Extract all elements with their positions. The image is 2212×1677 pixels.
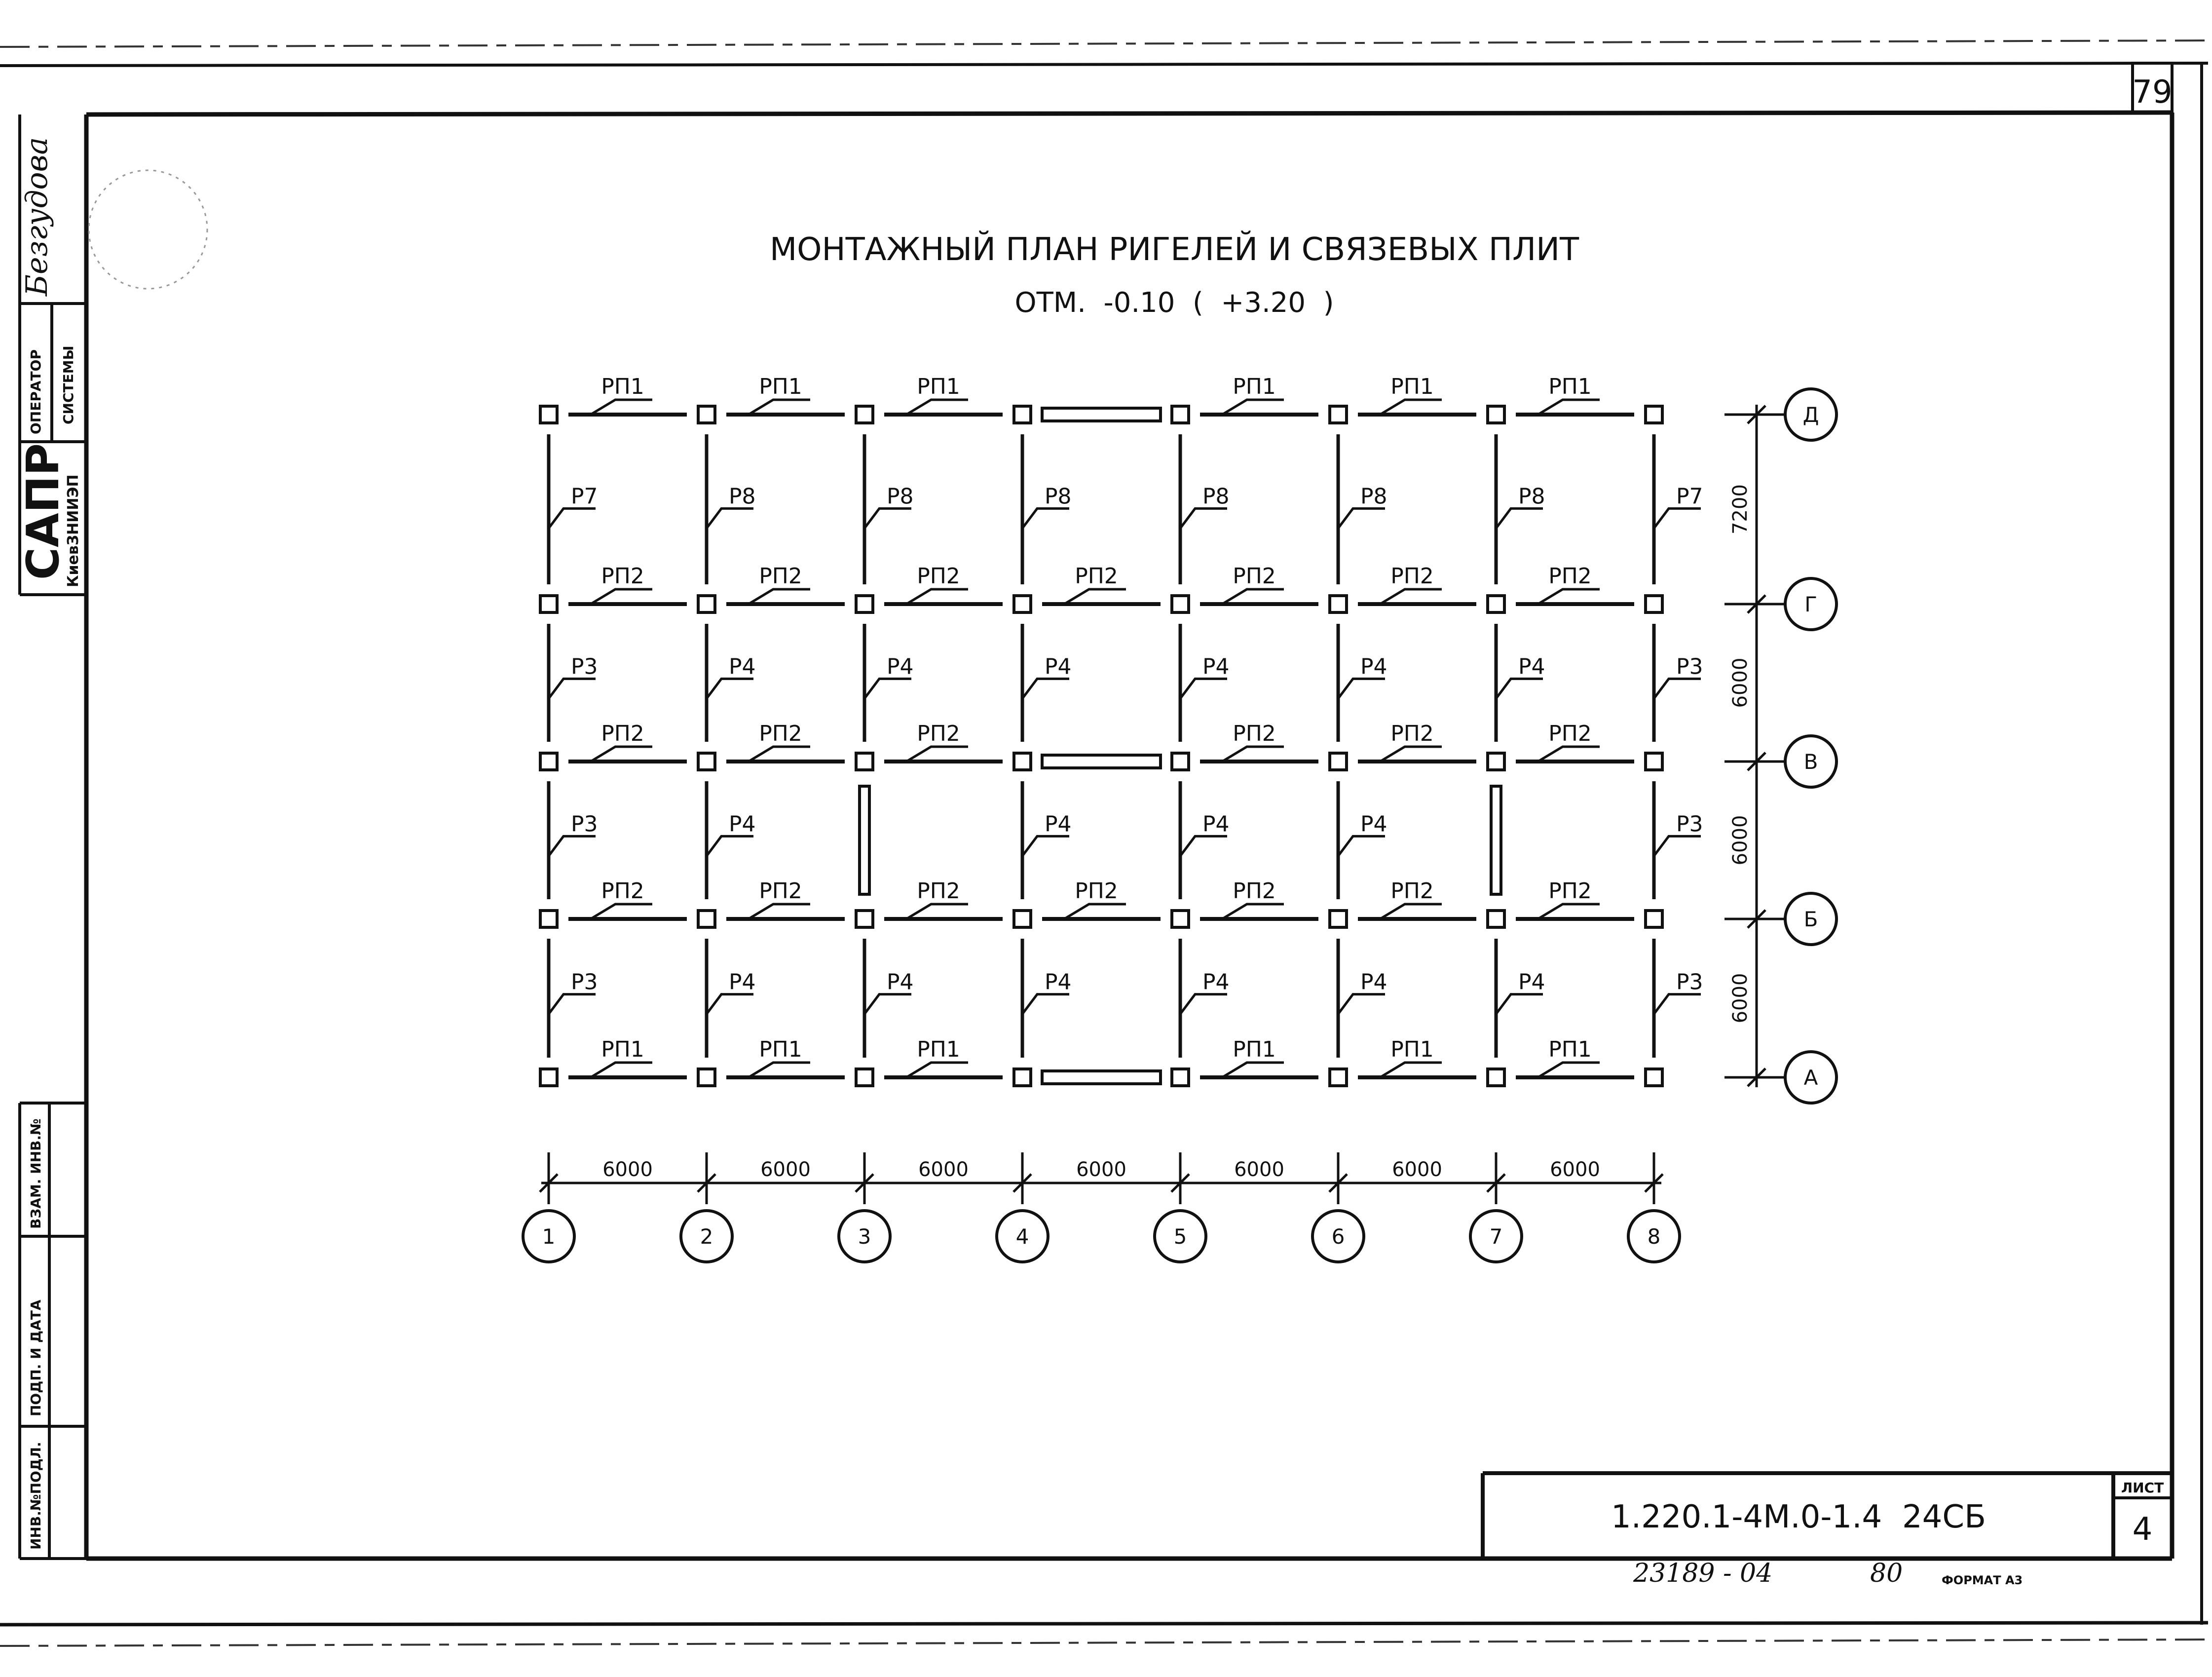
beam-label: РП1: [1233, 1037, 1276, 1062]
beam-label: РП2: [1548, 721, 1592, 746]
beam-label: РП1: [1233, 374, 1276, 399]
beam-label: РП2: [759, 721, 802, 746]
beam-label: РП2: [1390, 878, 1434, 904]
beam-leader: [1654, 508, 1701, 528]
column-square: [1330, 911, 1347, 927]
beam-label: Р3: [571, 654, 598, 680]
beam-label: Р4: [1360, 654, 1387, 680]
beam-label: Р4: [1202, 654, 1230, 680]
axis-label: В: [1803, 750, 1818, 774]
beam-label: Р8: [1518, 484, 1545, 509]
beam-label: Р3: [1676, 969, 1703, 995]
beam-leader: [549, 508, 596, 528]
beam-label: Р3: [571, 811, 598, 837]
beam-label: РП1: [601, 374, 644, 399]
column-square: [856, 406, 873, 423]
podp-data-label: ПОДП. И ДАТА: [28, 1299, 44, 1416]
axis-label: 4: [1015, 1224, 1029, 1249]
beam-leader: [1496, 679, 1543, 698]
format-label: ФОРМАТ А3: [1942, 1573, 2023, 1587]
beam-leader: [1338, 508, 1385, 528]
column-square: [856, 753, 873, 770]
beam-label: РП1: [1390, 1037, 1434, 1062]
operator-label: ОПЕРАТОР: [28, 349, 44, 434]
empty-bay-slab: [860, 786, 869, 894]
column-square: [540, 753, 557, 770]
handwritten-sheet-count: 80: [1870, 1559, 1903, 1588]
beam-leader: [591, 904, 652, 919]
beam-label: Р4: [1202, 811, 1230, 837]
stamp-circle-mark: [89, 170, 207, 289]
beam-label: Р4: [1045, 969, 1072, 995]
beam-leader: [1022, 836, 1069, 856]
beam-leader: [864, 508, 911, 528]
handwritten-archive-number: 23189 - 04: [1633, 1559, 1773, 1588]
axis-label: 6: [1331, 1224, 1345, 1249]
column-square: [1330, 406, 1347, 423]
axis-label: 3: [858, 1224, 871, 1249]
column-square: [1646, 911, 1662, 927]
beam-leader: [1180, 508, 1227, 528]
dimension-value: 6000: [918, 1158, 969, 1181]
column-square: [1014, 596, 1031, 612]
beam-leader: [749, 589, 810, 604]
beam-label: Р4: [1045, 811, 1072, 837]
column-square: [540, 911, 557, 927]
beam-leader: [1222, 904, 1284, 919]
sheet-number-top: 79: [2132, 74, 2173, 111]
axis-label: 2: [700, 1224, 713, 1249]
column-square: [1014, 406, 1031, 423]
empty-bay-slab: [1042, 755, 1161, 768]
plan-elevation: ОТМ. -0.10 ( +3.20 ): [1014, 287, 1334, 319]
beam-leader: [749, 1063, 810, 1077]
beam-label: РП1: [917, 374, 960, 399]
sapr-label: САПР: [17, 443, 69, 580]
axis-label: Д: [1802, 403, 1819, 427]
column-square: [1646, 1069, 1662, 1086]
empty-bay-slab: [1042, 408, 1161, 421]
axis-label: 8: [1647, 1224, 1661, 1249]
beam-label: Р4: [1202, 969, 1230, 995]
beam-label: Р8: [1360, 484, 1387, 509]
beam-label: РП2: [601, 878, 644, 904]
dimension-value: 6000: [1234, 1158, 1284, 1181]
beam-leader: [1380, 1063, 1442, 1077]
beam-label: Р4: [1360, 969, 1387, 995]
beam-label: РП1: [1390, 374, 1434, 399]
column-square: [1330, 596, 1347, 612]
column-square: [1014, 911, 1031, 927]
axis-label: 1: [542, 1224, 556, 1249]
beam-leader: [707, 836, 753, 856]
beam-leader: [864, 679, 911, 698]
column-square: [540, 406, 557, 423]
inv-podl-label: ИНВ.№ПОДЛ.: [28, 1442, 44, 1550]
column-square: [1646, 753, 1662, 770]
beam-label: Р3: [1676, 654, 1703, 680]
dimension-value: 6000: [1729, 815, 1752, 866]
column-square: [1014, 753, 1031, 770]
beam-label: Р4: [1360, 811, 1387, 837]
beam-leader: [1538, 904, 1600, 919]
column-square: [1646, 406, 1662, 423]
beam-leader: [906, 589, 968, 604]
column-square: [1172, 406, 1189, 423]
beam-leader: [864, 994, 911, 1014]
beam-label: Р4: [729, 654, 756, 680]
beam-leader: [1538, 1063, 1600, 1077]
dimension-value: 6000: [1076, 1158, 1126, 1181]
beam-label: РП1: [601, 1037, 644, 1062]
beam-label: РП2: [917, 878, 960, 904]
beam-leader: [549, 836, 596, 856]
beam-label: РП2: [917, 564, 960, 589]
column-square: [698, 596, 715, 612]
beam-label: РП2: [1233, 878, 1276, 904]
column-square: [856, 911, 873, 927]
plan-title: МОНТАЖНЫЙ ПЛАН РИГЕЛЕЙ И СВЯЗЕВЫХ ПЛИТ: [769, 231, 1579, 268]
beam-leader: [1338, 994, 1385, 1014]
beam-label: РП2: [759, 878, 802, 904]
beam-leader: [1380, 747, 1442, 762]
beam-leader: [1222, 1063, 1284, 1077]
beam-leader: [1654, 679, 1701, 698]
structural-plan: [523, 374, 1837, 1262]
beam-label: РП1: [759, 1037, 802, 1062]
beam-label: РП2: [1233, 721, 1276, 746]
beam-leader: [591, 400, 652, 415]
beam-label: РП2: [917, 721, 960, 746]
beam-label: РП1: [1548, 1037, 1592, 1062]
beam-leader: [1538, 589, 1600, 604]
beam-label: РП1: [759, 374, 802, 399]
beam-leader: [1022, 994, 1069, 1014]
beam-label: Р8: [1202, 484, 1230, 509]
beam-leader: [707, 994, 753, 1014]
beam-leader: [1338, 836, 1385, 856]
beam-leader: [906, 1063, 968, 1077]
vzam-inv-label: ВЗАМ. ИНВ.№: [28, 1118, 44, 1229]
beam-label: Р8: [1045, 484, 1072, 509]
signature-name: Безгудова: [20, 137, 54, 296]
column-square: [1488, 1069, 1504, 1086]
beam-label: РП2: [759, 564, 802, 589]
column-square: [1172, 911, 1189, 927]
beam-leader: [549, 679, 596, 698]
beam-label: Р7: [571, 484, 598, 509]
column-square: [1172, 753, 1189, 770]
beam-label: РП1: [917, 1037, 960, 1062]
beam-leader: [707, 679, 753, 698]
beam-leader: [1654, 836, 1701, 856]
beam-leader: [1064, 904, 1126, 919]
beam-label: Р4: [1518, 654, 1545, 680]
org-label: КиевЗНИИЭП: [65, 474, 82, 587]
empty-bay-slab: [1491, 786, 1501, 894]
column-square: [698, 753, 715, 770]
system-label: СИСТЕМЫ: [60, 345, 76, 424]
beam-label: Р4: [729, 969, 756, 995]
dimension-value: 6000: [1729, 657, 1752, 708]
beam-label: РП2: [601, 721, 644, 746]
beam-label: Р4: [887, 969, 914, 995]
axis-label: 7: [1489, 1224, 1503, 1249]
dimension-value: 6000: [760, 1158, 811, 1181]
column-square: [1488, 753, 1504, 770]
beam-label: Р3: [571, 969, 598, 995]
beam-leader: [1022, 679, 1069, 698]
column-square: [1646, 596, 1662, 612]
beam-label: Р4: [729, 811, 756, 837]
column-square: [1330, 753, 1347, 770]
beam-leader: [1022, 508, 1069, 528]
beam-leader: [1380, 400, 1442, 415]
beam-leader: [1222, 747, 1284, 762]
column-square: [1488, 596, 1504, 612]
beam-leader: [1180, 679, 1227, 698]
beam-label: РП2: [1075, 878, 1118, 904]
sheet-label: ЛИСТ: [2121, 1480, 2164, 1496]
beam-leader: [1654, 994, 1701, 1014]
column-square: [1014, 1069, 1031, 1086]
beam-label: Р3: [1676, 811, 1703, 837]
beam-leader: [1338, 679, 1385, 698]
beam-leader: [1380, 904, 1442, 919]
axis-label: 5: [1173, 1224, 1187, 1249]
axis-label: Б: [1803, 907, 1818, 931]
beam-leader: [906, 747, 968, 762]
sheet-number: 4: [2132, 1511, 2153, 1548]
dimension-value: 6000: [1729, 973, 1752, 1024]
column-square: [1172, 596, 1189, 612]
beam-leader: [749, 400, 810, 415]
dimension-value: 7200: [1729, 484, 1752, 534]
column-square: [856, 1069, 873, 1086]
beam-leader: [1496, 994, 1543, 1014]
beam-leader: [549, 994, 596, 1014]
dimension-value: 6000: [602, 1158, 653, 1181]
beam-label: РП2: [1075, 564, 1118, 589]
column-square: [698, 406, 715, 423]
column-square: [698, 911, 715, 927]
beam-leader: [707, 508, 753, 528]
beam-label: РП2: [1390, 564, 1434, 589]
beam-leader: [749, 747, 810, 762]
column-square: [1172, 1069, 1189, 1086]
sheet-number-top-box: [2132, 63, 2172, 113]
dimension-value: 6000: [1392, 1158, 1442, 1181]
beam-leader: [1538, 747, 1600, 762]
beam-leader: [591, 747, 652, 762]
column-square: [856, 596, 873, 612]
beam-label: Р4: [887, 654, 914, 680]
beam-leader: [1180, 994, 1227, 1014]
column-square: [1488, 911, 1504, 927]
beam-label: РП2: [601, 564, 644, 589]
column-square: [698, 1069, 715, 1086]
beam-label: Р8: [729, 484, 756, 509]
beam-leader: [906, 904, 968, 919]
beam-leader: [906, 400, 968, 415]
beam-leader: [1180, 836, 1227, 856]
beam-leader: [591, 589, 652, 604]
beam-label: Р8: [887, 484, 914, 509]
beam-label: РП2: [1548, 878, 1592, 904]
dimension-value: 6000: [1550, 1158, 1600, 1181]
beam-leader: [1222, 589, 1284, 604]
beam-label: Р7: [1676, 484, 1703, 509]
beam-leader: [1538, 400, 1600, 415]
beam-leader: [1496, 508, 1543, 528]
beam-label: РП2: [1548, 564, 1592, 589]
beam-leader: [749, 904, 810, 919]
beam-leader: [591, 1063, 652, 1077]
beam-label: РП1: [1548, 374, 1592, 399]
column-square: [540, 596, 557, 612]
beam-leader: [1222, 400, 1284, 415]
beam-label: РП2: [1390, 721, 1434, 746]
beam-leader: [1064, 589, 1126, 604]
beam-label: РП2: [1233, 564, 1276, 589]
beam-leader: [1380, 589, 1442, 604]
axis-label: А: [1803, 1066, 1818, 1090]
empty-bay-slab: [1042, 1071, 1161, 1084]
beam-label: Р4: [1045, 654, 1072, 680]
drawing-code: 1.220.1-4М.0-1.4 24СБ: [1611, 1499, 1986, 1535]
beam-label: Р4: [1518, 969, 1545, 995]
column-square: [1330, 1069, 1347, 1086]
column-square: [1488, 406, 1504, 423]
axis-label: Г: [1804, 592, 1817, 616]
column-square: [540, 1069, 557, 1086]
